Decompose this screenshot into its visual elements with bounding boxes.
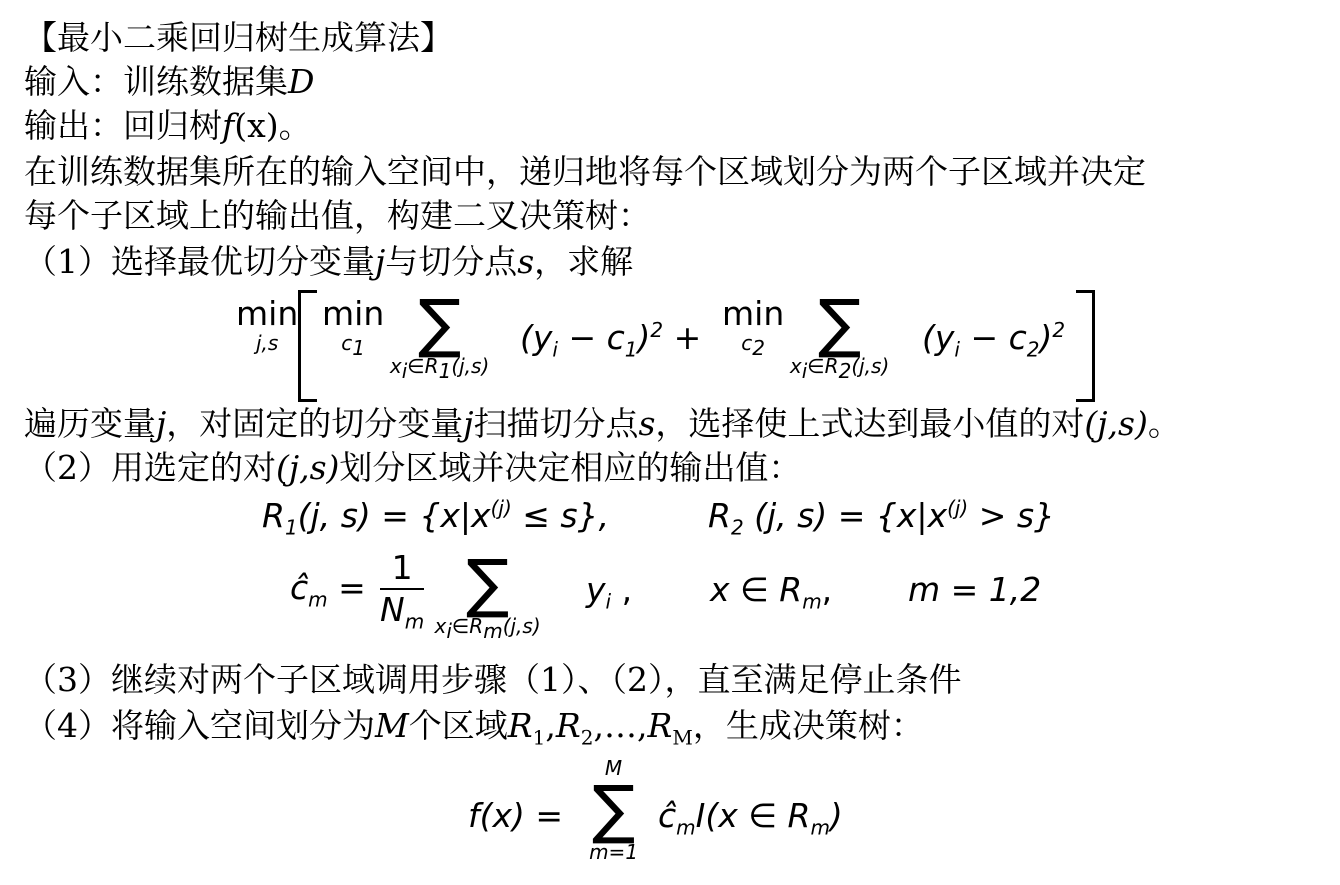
term-2: $(y_i - c_2)^2$ (922, 318, 1066, 362)
step1-line (24, 242, 633, 282)
sum-1 (389, 287, 490, 383)
step1-prefix: （1）选择最优切分变量 (24, 242, 375, 281)
left-bracket (298, 290, 317, 402)
output-func: f (222, 106, 235, 145)
equation-tree-lhs: f(x) = (468, 796, 564, 835)
input-line (24, 62, 314, 102)
right-bracket (1076, 290, 1095, 402)
sum-4-lower: m=1 (589, 840, 639, 864)
sum-4 (589, 756, 639, 864)
step2-line: （2）用选定的对(j,s)划分区域并决定相应的输出值： (24, 448, 802, 487)
equation-objective-inner-2 (722, 296, 784, 359)
sigma-symbol: ∑ (592, 773, 636, 847)
equation-cm-mvals: m = 1,2 (908, 570, 1042, 609)
equation-objective (236, 296, 298, 354)
output-end: 。 (278, 106, 312, 145)
output-label: 输出： (24, 106, 123, 145)
equation-cm-frac: $\frac{1}{N_m}$ (380, 548, 425, 634)
equation-cm-lhs: $ĉ_m$ = (290, 568, 366, 612)
step1-var-j: j (375, 242, 386, 281)
sigma-symbol: ∑ (466, 547, 510, 621)
equation-cm-rhs: $y_i$ , (586, 570, 633, 614)
equation-regions: $R_1(j$, $s) = \{x|x^{(j)} \le s\}$, (262, 496, 610, 540)
sum-2 (789, 287, 890, 383)
sum-3-range: $x_i\in R_m(j,s)$ (434, 614, 541, 643)
input-var: D (288, 62, 315, 101)
step1-mid: 与切分点 (385, 242, 518, 281)
step3-line: （3）继续对两个子区域调用步骤（1）、（2），直至满足停止条件 (24, 660, 962, 699)
sum-3 (434, 547, 541, 643)
step1-var-s: s (517, 242, 535, 281)
step1-suffix: ，求解 (534, 242, 634, 281)
sum-1-range: $x_i\in R_1(j,s)$ (389, 354, 490, 383)
intro-line-1: 在训练数据集所在的输入空间中，递归地将每个区域划分为两个子区域并决定 (24, 152, 1146, 191)
outer-min: min j,s (236, 294, 299, 355)
output-line (24, 106, 312, 146)
sigma-symbol: ∑ (818, 287, 862, 361)
sum-2-range: $x_i\in R_2(j,s)$ (789, 354, 890, 383)
sigma-symbol: ∑ (418, 287, 462, 361)
equation-objective-inner (322, 296, 384, 359)
equation-cm-domain: x ∈ $R_m$, (710, 570, 833, 614)
output-arg: (x) (234, 106, 279, 145)
output-text: 回归树 (123, 106, 222, 145)
equation-tree-rhs: $ĉ_mI(x$ ∈ $R_m$) (658, 796, 843, 840)
inner-min-2: min $c_2$ (722, 294, 785, 360)
sum-4-upper: M (604, 756, 623, 780)
inner-min-1: min $c_1$ (322, 294, 385, 360)
input-label: 输入： (24, 62, 123, 101)
algorithm-title: 【最小二乘回归树生成算法】 (24, 18, 453, 57)
equation-regions-2: $R_2$ (j, $s) = \{x|x^{(j)} > s\}$ (708, 496, 1056, 540)
term-1: $(y_i - c_1)^2$ + (520, 318, 702, 362)
step4-line: （4）将输入空间划分为M个区域$R_1,R_2,\dots,R_M$，生成决策树： (24, 706, 924, 750)
traverse-line: 遍历变量j，对固定的切分变量j扫描切分点s，选择使上式达到最小值的对(j,s)。 (24, 404, 1181, 443)
intro-line-2: 每个子区域上的输出值，构建二叉决策树： (24, 196, 651, 235)
input-text: 训练数据集 (123, 62, 288, 101)
